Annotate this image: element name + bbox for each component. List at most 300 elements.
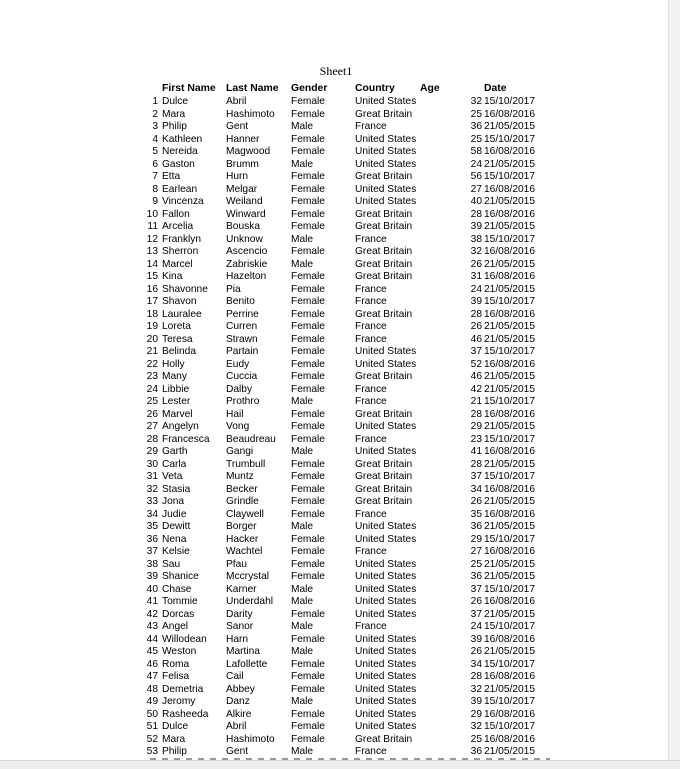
gender-cell: Female	[291, 346, 325, 357]
first-name-cell: Gaston	[162, 158, 195, 170]
row-number: 3	[152, 121, 158, 132]
gender-cell: Male	[291, 258, 314, 270]
table-row	[0, 471, 660, 484]
last-name-cell: Eudy	[226, 358, 250, 370]
row-number: 46	[146, 658, 158, 670]
first-name-cell: Kathleen	[162, 133, 203, 145]
gender-cell: Female	[291, 546, 325, 557]
table-row	[0, 334, 660, 347]
gender-cell: Female	[291, 283, 325, 295]
first-name-cell: Marcel	[162, 258, 193, 270]
table-row	[0, 434, 660, 447]
country-cell: United States	[355, 521, 417, 532]
country-cell: Great Britain	[355, 483, 413, 495]
last-name-cell: Gent	[226, 121, 249, 132]
row-number: 36	[146, 533, 158, 545]
date-cell: 15/10/2017	[484, 721, 535, 732]
age-cell: 24	[470, 283, 482, 295]
header-age: Age	[420, 83, 440, 94]
date-cell: 16/08/2016	[484, 408, 535, 420]
gender-cell: Female	[291, 483, 325, 495]
last-name-cell: Brumm	[226, 158, 259, 170]
last-name-cell: Alkire	[226, 708, 252, 720]
last-name-cell: Pia	[226, 283, 241, 295]
table-row	[0, 271, 660, 284]
age-cell: 23	[470, 433, 482, 445]
gender-cell: Male	[291, 746, 314, 757]
date-cell: 15/10/2017	[484, 171, 535, 182]
gender-cell: Male	[291, 646, 314, 657]
last-name-cell: Hashimoto	[226, 108, 275, 120]
gender-cell: Male	[291, 621, 314, 632]
first-name-cell: Marvel	[162, 408, 193, 420]
date-cell: 21/05/2015	[484, 221, 535, 232]
table-row	[0, 684, 660, 697]
first-name-cell: Carla	[162, 458, 187, 470]
first-name-cell: Shavonne	[162, 283, 208, 295]
table-row	[0, 121, 660, 134]
row-number: 50	[146, 708, 158, 720]
first-name-cell: Weston	[162, 646, 197, 657]
row-number: 12	[146, 233, 158, 245]
last-name-cell: Unknow	[226, 233, 263, 245]
first-name-cell: Dulce	[162, 96, 189, 107]
table-row	[0, 321, 660, 334]
country-cell: Great Britain	[355, 308, 413, 320]
first-name-cell: Mara	[162, 733, 186, 745]
country-cell: United States	[355, 533, 417, 545]
gender-cell: Female	[291, 358, 325, 370]
last-name-cell: Benito	[226, 296, 255, 307]
date-cell: 21/05/2015	[484, 258, 535, 270]
date-cell: 16/08/2016	[484, 483, 535, 495]
age-cell: 26	[470, 258, 482, 270]
gender-cell: Female	[291, 683, 325, 695]
last-name-cell: Cuccia	[226, 371, 258, 382]
table-row	[0, 521, 660, 534]
gender-cell: Female	[291, 321, 325, 332]
last-name-cell: Trumbull	[226, 458, 266, 470]
table-row	[0, 459, 660, 472]
row-number: 9	[152, 196, 158, 207]
table-row	[0, 721, 660, 734]
first-name-cell: Sau	[162, 558, 181, 570]
country-cell: United States	[355, 646, 417, 657]
date-cell: 15/10/2017	[484, 133, 535, 145]
date-cell: 16/08/2016	[484, 633, 535, 645]
gender-cell: Female	[291, 308, 325, 320]
gender-cell: Female	[291, 708, 325, 720]
first-name-cell: Arcelia	[162, 221, 194, 232]
first-name-cell: Judie	[162, 508, 187, 520]
country-cell: Great Britain	[355, 458, 413, 470]
last-name-cell: Dalby	[226, 383, 253, 395]
table-row	[0, 384, 660, 397]
row-number: 17	[146, 296, 158, 307]
table-row	[0, 546, 660, 559]
country-cell: United States	[355, 633, 417, 645]
gender-cell: Female	[291, 658, 325, 670]
first-name-cell: Philip	[162, 746, 187, 757]
gender-cell: Female	[291, 458, 325, 470]
table-row	[0, 609, 660, 622]
date-cell: 15/10/2017	[484, 621, 535, 632]
row-number: 15	[146, 271, 158, 282]
last-name-cell: Pfau	[226, 558, 247, 570]
last-name-cell: Magwood	[226, 146, 271, 157]
first-name-cell: Dulce	[162, 721, 189, 732]
date-cell: 21/05/2015	[484, 121, 535, 132]
age-cell: 26	[470, 496, 482, 507]
gender-cell: Female	[291, 433, 325, 445]
row-number: 10	[146, 208, 158, 220]
first-name-cell: Nena	[162, 533, 187, 545]
gender-cell: Female	[291, 533, 325, 545]
age-cell: 25	[470, 108, 482, 120]
first-name-cell: Felisa	[162, 671, 190, 682]
first-name-cell: Franklyn	[162, 233, 202, 245]
country-cell: Great Britain	[355, 246, 413, 257]
table-row	[0, 284, 660, 297]
row-number: 35	[146, 521, 158, 532]
table-row	[0, 559, 660, 572]
first-name-cell: Etta	[162, 171, 181, 182]
table-row	[0, 109, 660, 122]
age-cell: 28	[470, 458, 482, 470]
age-cell: 56	[470, 171, 482, 182]
header-first-name: First Name	[162, 83, 216, 94]
date-cell: 15/10/2017	[484, 296, 535, 307]
age-cell: 29	[470, 533, 482, 545]
date-cell: 21/05/2015	[484, 521, 535, 532]
date-cell: 15/10/2017	[484, 346, 535, 357]
table-row	[0, 709, 660, 722]
age-cell: 31	[470, 271, 482, 282]
first-name-cell: Garth	[162, 446, 188, 457]
country-cell: United States	[355, 671, 417, 682]
row-number: 45	[146, 646, 158, 657]
gender-cell: Male	[291, 583, 314, 595]
row-number: 6	[152, 158, 158, 170]
country-cell: France	[355, 121, 387, 132]
table-row	[0, 634, 660, 647]
country-cell: Great Britain	[355, 496, 413, 507]
first-name-cell: Mara	[162, 108, 186, 120]
date-cell: 21/05/2015	[484, 158, 535, 170]
age-cell: 36	[470, 121, 482, 132]
table-row	[0, 371, 660, 384]
table-row	[0, 259, 660, 272]
date-cell: 15/10/2017	[484, 233, 535, 245]
table-row	[0, 209, 660, 222]
date-cell: 21/05/2015	[484, 746, 535, 757]
row-number: 21	[146, 346, 158, 357]
age-cell: 26	[470, 596, 482, 607]
first-name-cell: Angelyn	[162, 421, 199, 432]
country-cell: United States	[355, 658, 417, 670]
country-cell: United States	[355, 446, 417, 457]
date-cell: 21/05/2015	[484, 571, 535, 582]
country-cell: France	[355, 508, 387, 520]
row-number: 49	[146, 696, 158, 707]
last-name-cell: Lafollette	[226, 658, 268, 670]
row-number: 8	[152, 183, 158, 195]
age-cell: 40	[470, 196, 482, 207]
gender-cell: Female	[291, 196, 325, 207]
last-name-cell: Hashimoto	[226, 733, 275, 745]
first-name-cell: Demetria	[162, 683, 204, 695]
age-cell: 37	[470, 608, 482, 620]
age-cell: 25	[470, 733, 482, 745]
age-cell: 28	[470, 671, 482, 682]
country-cell: Great Britain	[355, 258, 413, 270]
country-cell: France	[355, 233, 387, 245]
date-cell: 21/05/2015	[484, 646, 535, 657]
country-cell: United States	[355, 708, 417, 720]
row-number: 40	[146, 583, 158, 595]
date-cell: 21/05/2015	[484, 321, 535, 332]
gender-cell: Female	[291, 133, 325, 145]
last-name-cell: Grindle	[226, 496, 259, 507]
last-name-cell: Prothro	[226, 396, 260, 407]
gender-cell: Female	[291, 208, 325, 220]
country-cell: France	[355, 621, 387, 632]
country-cell: France	[355, 396, 387, 407]
date-cell: 21/05/2015	[484, 421, 535, 432]
age-cell: 58	[470, 146, 482, 157]
first-name-cell: Sherron	[162, 246, 199, 257]
last-name-cell: Gent	[226, 746, 249, 757]
country-cell: France	[355, 296, 387, 307]
date-cell: 16/08/2016	[484, 358, 535, 370]
table-row	[0, 534, 660, 547]
age-cell: 42	[470, 383, 482, 395]
date-cell: 15/10/2017	[484, 658, 535, 670]
table-row	[0, 246, 660, 259]
gender-cell: Female	[291, 408, 325, 420]
row-number: 18	[146, 308, 158, 320]
gender-cell: Female	[291, 371, 325, 382]
row-number: 2	[152, 108, 158, 120]
age-cell: 25	[470, 558, 482, 570]
last-name-cell: Hail	[226, 408, 244, 420]
row-number: 29	[146, 446, 158, 457]
age-cell: 39	[470, 296, 482, 307]
first-name-cell: Stasia	[162, 483, 191, 495]
age-cell: 29	[470, 421, 482, 432]
row-number: 27	[146, 421, 158, 432]
date-cell: 16/08/2016	[484, 708, 535, 720]
table-row	[0, 146, 660, 159]
last-name-cell: Zabriskie	[226, 258, 268, 270]
last-name-cell: Underdahl	[226, 596, 274, 607]
first-name-cell: Jeromy	[162, 696, 196, 707]
row-number: 1	[152, 96, 158, 107]
first-name-cell: Kelsie	[162, 546, 190, 557]
table-row	[0, 309, 660, 322]
row-number: 44	[146, 633, 158, 645]
country-cell: United States	[355, 133, 417, 145]
first-name-cell: Chase	[162, 583, 192, 595]
gender-cell: Female	[291, 146, 325, 157]
country-cell: United States	[355, 146, 417, 157]
last-name-cell: Karner	[226, 583, 257, 595]
header-last-name: Last Name	[226, 83, 279, 94]
last-name-cell: Beaudreau	[226, 433, 276, 445]
last-name-cell: Ascencio	[226, 246, 268, 257]
country-cell: France	[355, 546, 387, 557]
age-cell: 39	[470, 221, 482, 232]
row-number: 37	[146, 546, 158, 557]
country-cell: United States	[355, 183, 417, 195]
last-name-cell: Hacker	[226, 533, 259, 545]
row-number: 20	[146, 333, 158, 345]
table-header-row	[0, 82, 660, 96]
table-row	[0, 484, 660, 497]
first-name-cell: Kina	[162, 271, 183, 282]
country-cell: United States	[355, 158, 417, 170]
date-cell: 15/10/2017	[484, 533, 535, 545]
row-number: 34	[146, 508, 158, 520]
age-cell: 38	[470, 233, 482, 245]
first-name-cell: Lester	[162, 396, 191, 407]
country-cell: Great Britain	[355, 208, 413, 220]
gender-cell: Female	[291, 296, 325, 307]
header-country: Country	[355, 83, 395, 94]
last-name-cell: Vong	[226, 421, 250, 432]
age-cell: 28	[470, 208, 482, 220]
country-cell: Great Britain	[355, 108, 413, 120]
first-name-cell: Roma	[162, 658, 190, 670]
last-name-cell: Mccrystal	[226, 571, 270, 582]
age-cell: 34	[470, 483, 482, 495]
first-name-cell: Vincenza	[162, 196, 204, 207]
date-cell: 16/08/2016	[484, 183, 535, 195]
date-cell: 16/08/2016	[484, 246, 535, 257]
gender-cell: Female	[291, 608, 325, 620]
data-table	[0, 82, 660, 759]
table-row	[0, 359, 660, 372]
date-cell: 16/08/2016	[484, 671, 535, 682]
last-name-cell: Danz	[226, 696, 250, 707]
row-number: 24	[146, 383, 158, 395]
age-cell: 27	[470, 183, 482, 195]
gender-cell: Female	[291, 721, 325, 732]
gender-cell: Female	[291, 496, 325, 507]
gender-cell: Female	[291, 171, 325, 182]
last-name-cell: Muntz	[226, 471, 254, 482]
last-name-cell: Hurn	[226, 171, 249, 182]
first-name-cell: Libbie	[162, 383, 190, 395]
gender-cell: Male	[291, 596, 314, 607]
gender-cell: Male	[291, 696, 314, 707]
country-cell: France	[355, 383, 387, 395]
last-name-cell: Becker	[226, 483, 258, 495]
table-row	[0, 346, 660, 359]
row-number: 33	[146, 496, 158, 507]
country-cell: United States	[355, 696, 417, 707]
date-cell: 15/10/2017	[484, 471, 535, 482]
country-cell: United States	[355, 608, 417, 620]
date-cell: 16/08/2016	[484, 446, 535, 457]
age-cell: 39	[470, 696, 482, 707]
date-cell: 16/08/2016	[484, 733, 535, 745]
country-cell: United States	[355, 346, 417, 357]
header-date: Date	[484, 83, 507, 94]
date-cell: 15/10/2017	[484, 96, 535, 107]
first-name-cell: Fallon	[162, 208, 190, 220]
gender-cell: Female	[291, 471, 325, 482]
first-name-cell: Jona	[162, 496, 185, 507]
age-cell: 32	[470, 721, 482, 732]
country-cell: Great Britain	[355, 171, 413, 182]
date-cell: 16/08/2016	[484, 208, 535, 220]
table-row	[0, 171, 660, 184]
country-cell: United States	[355, 358, 417, 370]
country-cell: United States	[355, 558, 417, 570]
row-number: 32	[146, 483, 158, 495]
gender-cell: Female	[291, 733, 325, 745]
row-number: 11	[147, 221, 158, 232]
gender-cell: Female	[291, 421, 325, 432]
table-row	[0, 584, 660, 597]
last-name-cell: Gangi	[226, 446, 254, 457]
gender-cell: Male	[291, 233, 314, 245]
table-row	[0, 159, 660, 172]
age-cell: 28	[470, 308, 482, 320]
row-number: 39	[146, 571, 158, 582]
first-name-cell: Tommie	[162, 596, 198, 607]
table-row	[0, 96, 660, 109]
age-cell: 24	[470, 158, 482, 170]
age-cell: 25	[470, 133, 482, 145]
date-cell: 16/08/2016	[484, 546, 535, 557]
date-cell: 21/05/2015	[484, 608, 535, 620]
row-number: 51	[146, 721, 158, 732]
country-cell: United States	[355, 683, 417, 695]
table-row	[0, 446, 660, 459]
last-name-cell: Partain	[226, 346, 259, 357]
date-cell: 15/10/2017	[484, 433, 535, 445]
table-row	[0, 184, 660, 197]
last-name-cell: Hanner	[226, 133, 260, 145]
country-cell: France	[355, 433, 387, 445]
table-row	[0, 509, 660, 522]
last-name-cell: Curren	[226, 321, 258, 332]
table-row	[0, 409, 660, 422]
gender-cell: Male	[291, 446, 314, 457]
last-name-cell: Claywell	[226, 508, 264, 520]
table-row	[0, 234, 660, 247]
last-name-cell: Darity	[226, 608, 253, 620]
first-name-cell: Willodean	[162, 633, 207, 645]
gender-cell: Female	[291, 183, 325, 195]
age-cell: 32	[470, 683, 482, 695]
first-name-cell: Dewitt	[162, 521, 191, 532]
age-cell: 27	[470, 546, 482, 557]
date-cell: 21/05/2015	[484, 558, 535, 570]
first-name-cell: Rasheeda	[162, 708, 209, 720]
header-gender: Gender	[291, 83, 328, 94]
date-cell: 21/05/2015	[484, 496, 535, 507]
first-name-cell: Loreta	[162, 321, 191, 332]
country-cell: Great Britain	[355, 271, 413, 282]
row-number: 48	[146, 683, 158, 695]
country-cell: Great Britain	[355, 221, 413, 232]
table-row	[0, 671, 660, 684]
table-row	[0, 571, 660, 584]
row-number: 31	[146, 471, 158, 482]
